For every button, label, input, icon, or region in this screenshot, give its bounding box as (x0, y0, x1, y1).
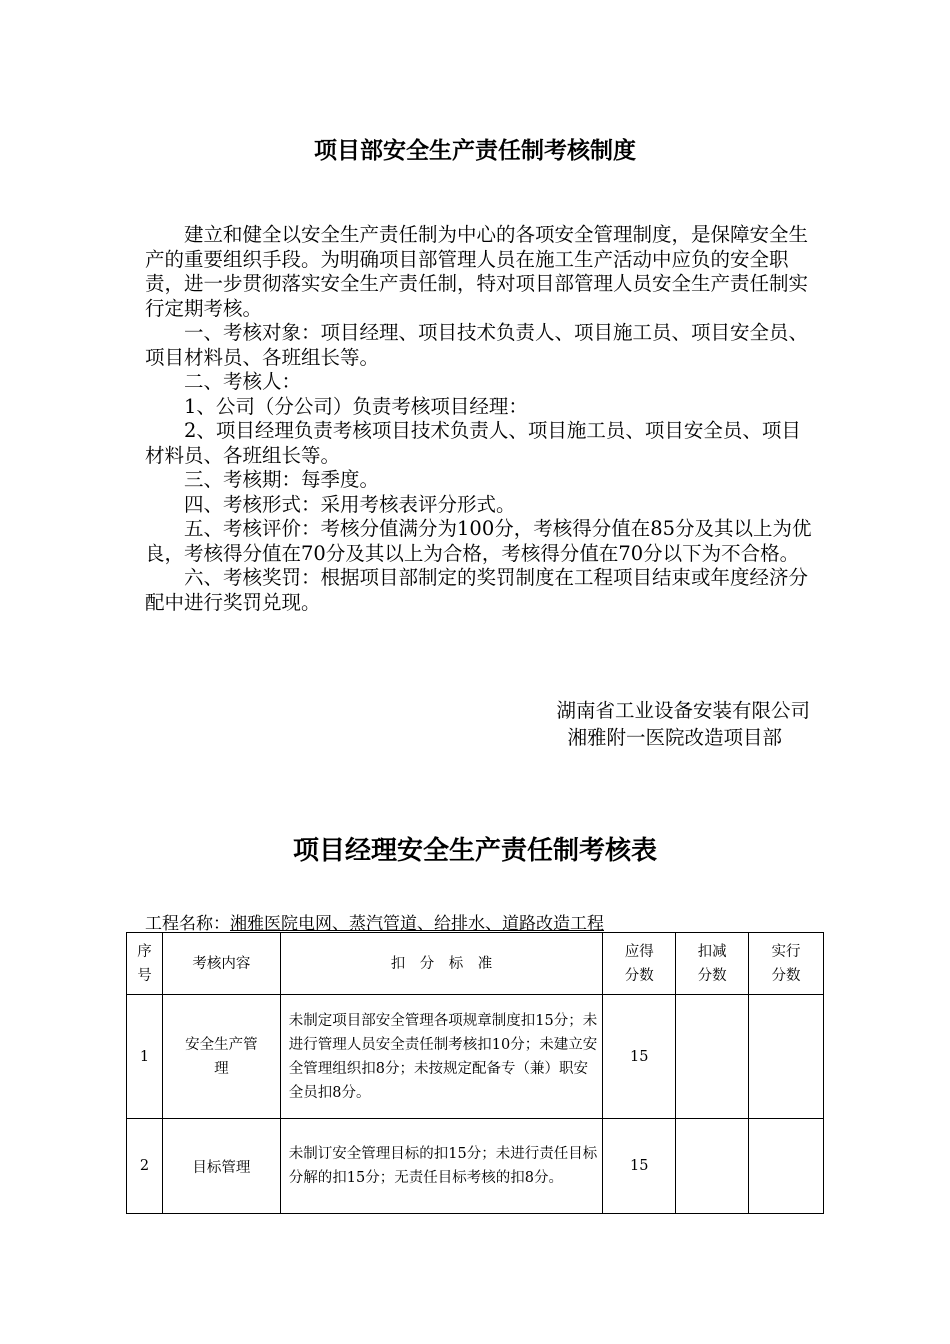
project-label: 工程名称： (145, 914, 230, 934)
paragraph-assessor-2: 2、项目经理负责考核项目技术负责人、项目施工员、项目安全员、项目材料员、各班组长等。 (145, 419, 801, 467)
doc-title: 项目部安全生产责任制考核制度 (314, 138, 636, 164)
cell-score: 15 (603, 995, 676, 1119)
paragraph-intro: 建立和健全以安全生产责任制为中心的各项安全管理制度，是保障安全生产的重要组织手段。为明确项目部管理人员在施工生产活动中应负的安全职责，进一步贯彻落实安全生产责任制，特对项目部管理人员安全生产责任制实行定期考核。 (145, 223, 809, 320)
signature-block (0, 697, 810, 751)
cell-standard: 未制订安全管理目标的扣15分；未进行责任目标分解的扣15分；无责任目标考核的扣8分。 (280, 1119, 603, 1214)
cell-actual[interactable] (749, 995, 824, 1119)
header-standard: 扣 分 标 准 (280, 933, 603, 995)
paragraph-period: 三、考核期：每季度。 (184, 468, 380, 491)
table-row (127, 1119, 824, 1214)
cell-score: 15 (603, 1119, 676, 1214)
doc-body (145, 223, 813, 615)
header-actual: 实行 分数 (749, 933, 824, 995)
form-title: 项目经理安全生产责任制考核表 (292, 836, 657, 866)
header-content: 考核内容 (162, 933, 280, 995)
cell-deduction[interactable] (676, 1119, 749, 1214)
paragraph-reward: 六、考核奖罚：根据项目部制定的奖罚制度在工程项目结束或年度经济分配中进行奖罚兑现。 (145, 566, 809, 614)
cell-actual[interactable] (749, 1119, 824, 1214)
paragraph-form: 四、考核形式：采用考核表评分形式。 (184, 492, 516, 516)
signature-department: 湘雅附一医院改造项目部 (567, 726, 782, 749)
header-seq: 序 号 (127, 933, 163, 995)
project-name: 湘雅医院电网、蒸汽管道、给排水、道路改造工程 (230, 914, 604, 934)
table-header-row (127, 933, 824, 995)
cell-standard: 未制定项目部安全管理各项规章制度扣15分；未进行管理人员安全责任制考核扣10分；未建立安全管理组织扣8分；未按规定配备专（兼）职安全员扣8分。 (280, 995, 603, 1119)
cell-content: 安全生产管 理 (162, 995, 280, 1119)
paragraph-assessor: 二、考核人： (184, 370, 302, 393)
header-full-score: 应得 分数 (603, 933, 676, 995)
project-line (145, 909, 604, 934)
paragraph-assessor-1: 1、公司（分公司）负责考核项目经理： (184, 394, 528, 418)
assessment-table (126, 932, 824, 1214)
table-row (127, 995, 824, 1119)
signature-company: 湖南省工业设备安装有限公司 (556, 699, 810, 722)
cell-deduction[interactable] (676, 995, 749, 1119)
paragraph-evaluation: 五、考核评价：考核分值满分为100分，考核得分值在85分及其以上为优良，考核得分值在70分及其以上为合格，考核得分值在70分以下为不合格。 (145, 517, 812, 565)
cell-seq: 2 (127, 1119, 163, 1214)
paragraph-objects: 一、考核对象：项目经理、项目技术负责人、项目施工员、项目安全员、项目材料员、各班组长等。 (145, 321, 809, 369)
cell-seq: 1 (127, 995, 163, 1119)
header-deduction: 扣减 分数 (676, 933, 749, 995)
cell-content: 目标管理 (162, 1119, 280, 1214)
